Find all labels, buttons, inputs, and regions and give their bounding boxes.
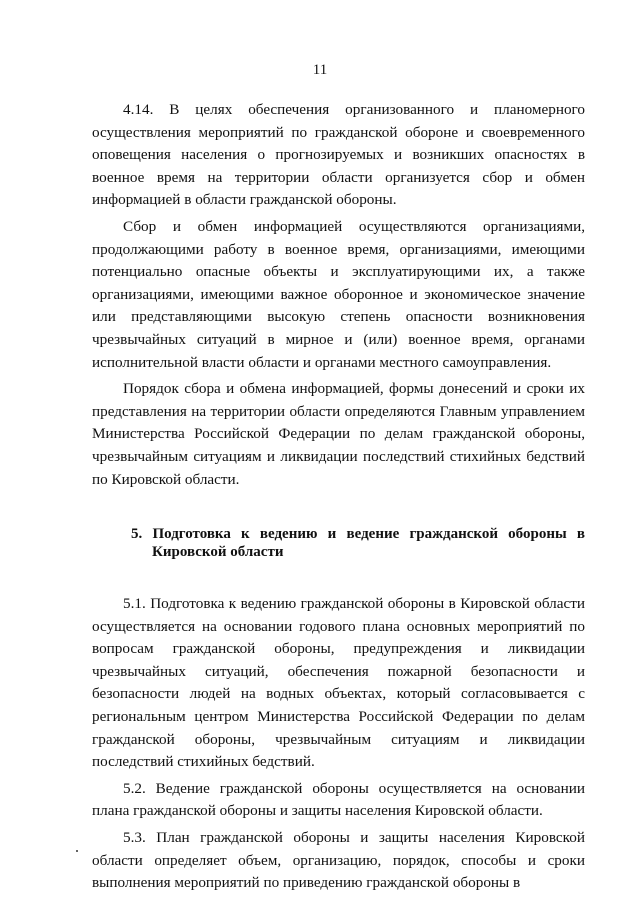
paragraph-5-3: 5.3. План гражданской обороны и защиты населения Кировской области определяет объем, организацию, порядок, способы и сроки выполнения мероприятий по приведению гражданской обороны в	[92, 829, 585, 892]
page-number: 11	[312, 62, 328, 78]
section-heading: 5. Подготовка к ведению и ведение гражданской обороны в Кировской области	[131, 526, 585, 561]
paragraph-4-14: 4.14. В целях обеспечения организованного и планомерного осуществления мероприятий по гражданской обороне и своевременного оповещения населения о прогнозируемых и возникших опасностях в военное время на территории области организуется сбор и обмен информацией в области гражданской обороны.	[92, 101, 585, 209]
paragraph-5-2: 5.2. Ведение гражданской обороны осуществляется на основании плана гражданской обороны и защиты населения Кировской области.	[92, 779, 585, 820]
scan-speck	[76, 850, 78, 852]
paragraph-5-1: 5.1. Подготовка к ведению гражданской обороны в Кировской области осуществляется на основании годового плана основных мероприятий по вопросам гражданской обороны, предупреждения и ликвидации чрезвычайных ситуаций, обеспечения пожарной безопасности и безопасности людей на водных объектах, который согласовывается с региональным центром Министерства Российской Федерации по делам гражданской обороны, чрезвычайным ситуациям и ликвидации последствий стихийных бедствий.	[92, 595, 585, 771]
paragraph-procedure: Порядок сбора и обмена информацией, формы донесений и сроки их представления на территории области определяются Главным управлением Министерства Российской Федерации по делам гражданской обороны, чрезвычайным ситуациям и ликвидации последствий стихийных бедствий по Кировской области.	[92, 380, 585, 488]
page-body	[92, 99, 585, 899]
paragraph-info-exchange: Сбор и обмен информацией осуществляются организациями, продолжающими работу в военное время, организациями, имеющими потенциально опасные объекты и эксплуатирующими их, а также организациями, имеющими важное оборонное и экономическое значение или представляющими высокую степень опасности возникновения чрезвычайных ситуаций в мирное и (или) военное время, органами исполнительной власти области и органами местного самоуправления.	[92, 217, 585, 371]
